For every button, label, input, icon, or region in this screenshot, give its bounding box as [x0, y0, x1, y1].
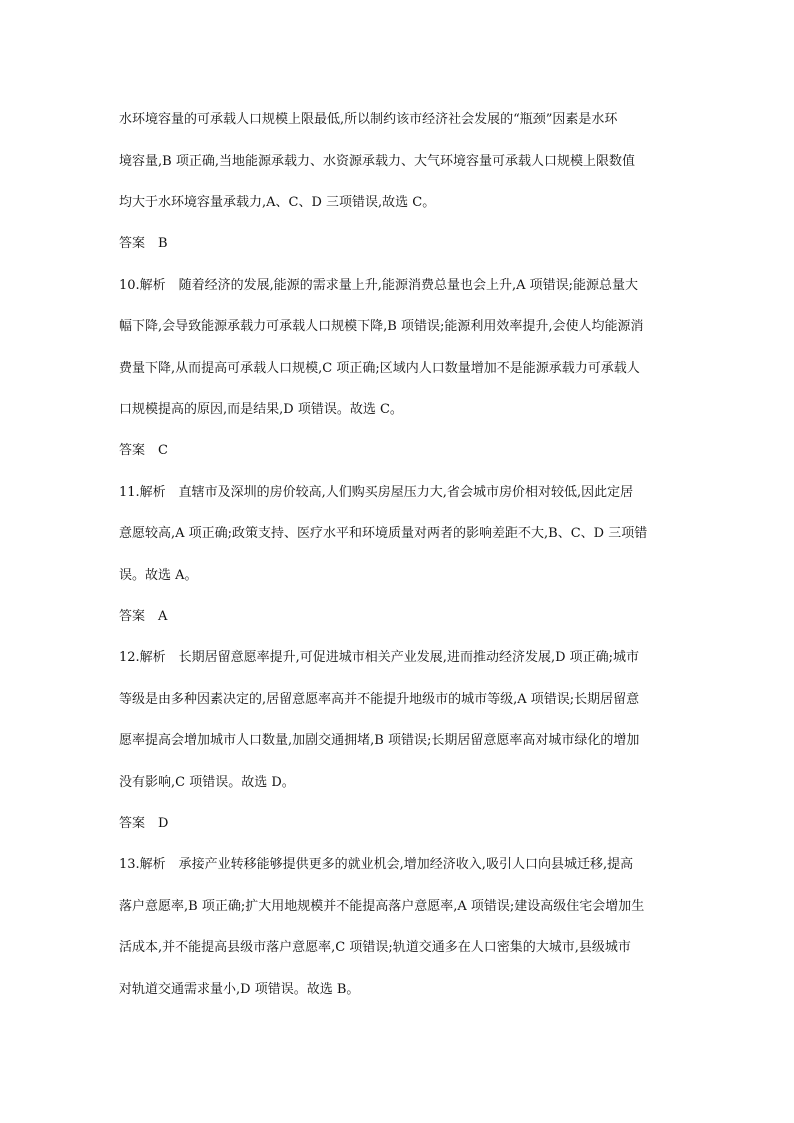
text-line: 费量下降,从而提高可承载人口规模,C 项正确;区域内人口数量增加不是能源承载力可承载人 [119, 361, 640, 376]
text-line: 境容量,B 项正确,当地能源承载力、水资源承载力、大气环境容量可承载人口规模上限数值 [119, 154, 635, 169]
text-line: 10.解析 随着经济的发展,能源的需求量上升,能源消费总量也会上升,A 项错误;能源总量大 [119, 278, 638, 293]
text-line: 11.解析 直辖市及深圳的房价较高,人们购买房屋压力大,省会城市房价相对较低,因此定居 [119, 485, 634, 500]
text-line: 口规模提高的原因,而是结果,D 项错误。故选 C。 [119, 402, 403, 417]
text-line: 误。故选 A。 [119, 568, 198, 583]
text-line: 没有影响,C 项错误。故选 D。 [119, 775, 295, 790]
text-line: 幅下降,会导致能源承载力可承载人口规模下降,B 项错误;能源利用效率提升,会使人均能源消 [119, 319, 644, 334]
text-line: 12.解析 长期居留意愿率提升,可促进城市相关产业发展,进而推动经济发展,D 项正确;城市 [119, 650, 640, 665]
text-line: 意愿较高,A 项正确;政策支持、医疗水平和环境质量对两者的影响差距不大,B、C、D 三项错 [119, 526, 648, 541]
text-line: 水环境容量的可承载人口规模上限最低,所以制约该市经济社会发展的“瓶颈”因素是水环 [119, 112, 618, 127]
answer-label: 答案 B [119, 236, 168, 251]
text-line: 落户意愿率,B 项正确;扩大用地规模并不能提高落户意愿率,A 项错误;建设高级住宅会增加生 [119, 899, 645, 914]
answer-label: 答案 D [119, 816, 169, 831]
text-line: 13.解析 承接产业转移能够提供更多的就业机会,增加经济收入,吸引人口向县城迁移,提高 [119, 857, 634, 872]
answer-label: 答案 A [119, 609, 168, 624]
text-line: 等级是由多种因素决定的,居留意愿率高并不能提升地级市的城市等级,A 项错误;长期居留意 [119, 692, 640, 707]
text-line: 活成本,并不能提高县级市落户意愿率,C 项错误;轨道交通多在人口密集的大城市,县级城市 [119, 940, 631, 955]
text-line: 均大于水环境容量承载力,A、C、D 三项错误,故选 C。 [119, 195, 436, 210]
text-line: 对轨道交通需求量小,D 项错误。故选 B。 [119, 982, 360, 997]
text-line: 愿率提高会增加城市人口数量,加剧交通拥堵,B 项错误;长期居留意愿率高对城市绿化的增加 [119, 733, 640, 748]
answer-label: 答案 C [119, 443, 168, 458]
